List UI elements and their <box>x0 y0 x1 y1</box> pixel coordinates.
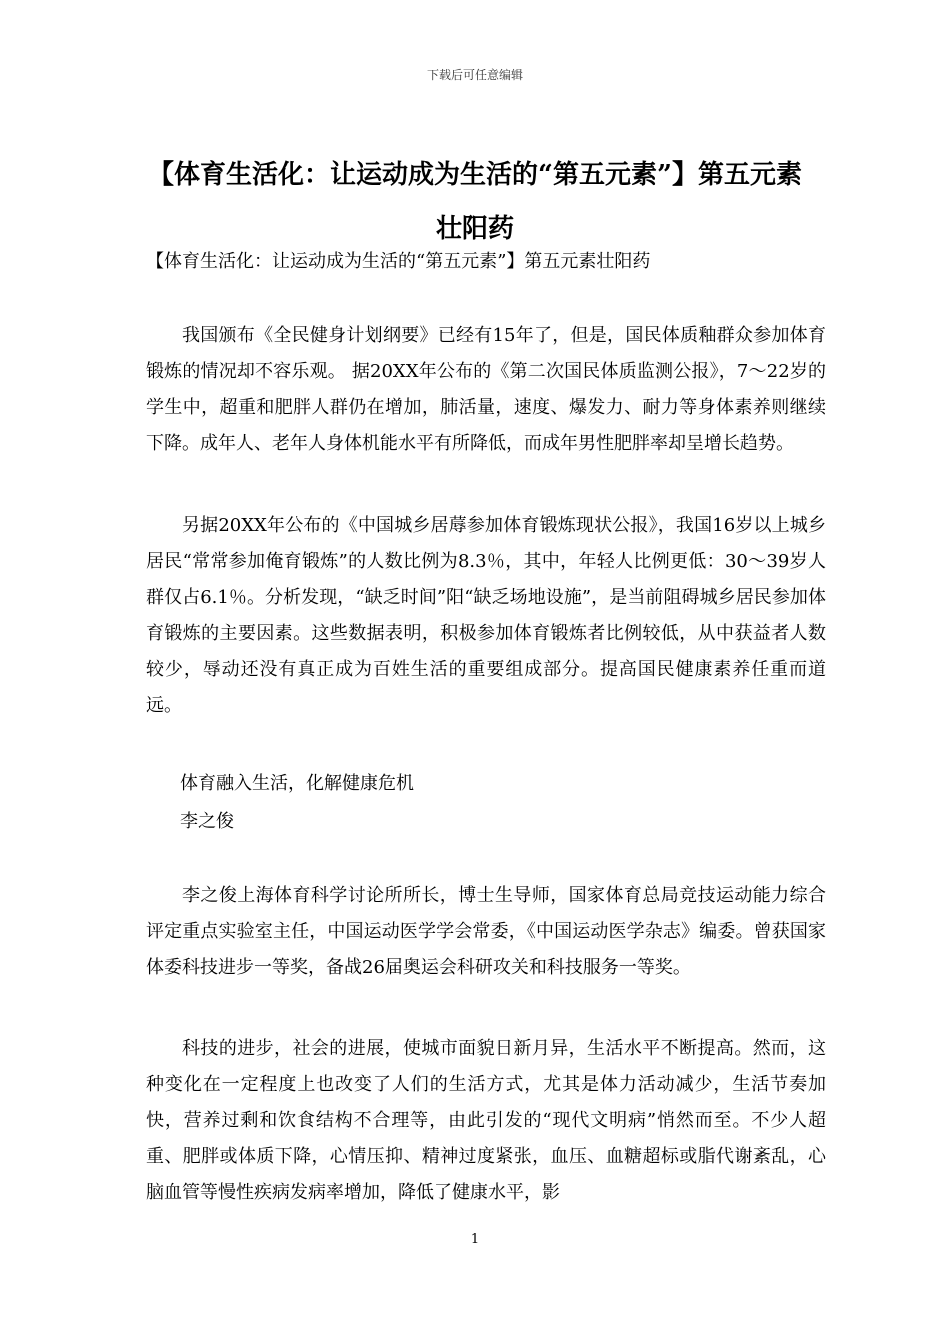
paragraph-2: 另据20XX年公布的《中国城乡居蓐参加体育锻炼现状公报》，我国16岁以上城乡居民“常常参加俺育锻炼”的人数比例为8.3％，其中，年轻人比例更低：30～39岁人群仅占6.1％。分析发现，“缺乏时间”阳“缺乏场地设施”，是当前阻碍城乡居民参加体育锻炼的主要因素。这些数据表明，积极参加体育锻炼者比例较低，从中获益者人数较少，辱动还没有真正成为百姓生活的重要组成部分。提高国民健康素养任重而道远。 <box>146 515 826 716</box>
article-heading: 体育融入生活，化解健康危机 <box>180 773 414 794</box>
paragraph-3: 李之俊上海体育科学讨论所所长，博士生导师，国家体育总局竞技运动能力综合评定重点实验室主任，中国运动医学学会常委，《中国运动医学杂志》编委。曾获国家体委科技进步一等奖，备战26届奥运会科研攻关和科技服务一等奖。 <box>146 885 826 978</box>
document-subtitle: 【体育生活化：让运动成为生活的“第五元素”】第五元素壮阳药 <box>146 251 651 272</box>
paragraph-4: 科技的进步，社会的进展，使城市面貌日新月异，生活水平不断提高。然而，这种变化在一定程度上也改变了人们的生活方式，尤其是体力活动减少，生活节奏加快，营养过剩和饮食结构不合理等，由此引发的“现代文明病”悄然而至。不少人超重、肥胖或体质下降，心情压抑、精神过度紧张，血压、血糖超标或脂代谢紊乱，心脑血管等慢性疾病发病率增加，降低了健康水平，影 <box>146 1038 826 1203</box>
paragraph-1: 我国颁布《全民健身计划纲要》已经有15年了，但是，国民体质釉群众参加体育锻炼的情况却不容乐观。 据20XX年公布的《第二次国民体质监测公报》，7～22岁的学生中，超重和肥胖人群仍在增加，肺活量，速度、爆发力、耐力等身体素养则继续下降。成年人、老年人身体机能水平有所降低，而成年男性肥胖率却呈增长趋势。 <box>146 325 826 454</box>
document-title: 【体育生活化：让运动成为生活的“第五元素”】第五元素壮阳药 <box>148 160 802 244</box>
paragraph-2-block <box>146 508 826 724</box>
paragraph-4-block <box>146 1031 826 1211</box>
paragraph-1-block <box>146 318 826 462</box>
article-author: 李之俊 <box>180 811 234 832</box>
paragraph-3-block <box>146 878 826 986</box>
header-note: 下载后可任意编辑 <box>426 68 523 82</box>
page-number: 1 <box>470 1232 480 1247</box>
